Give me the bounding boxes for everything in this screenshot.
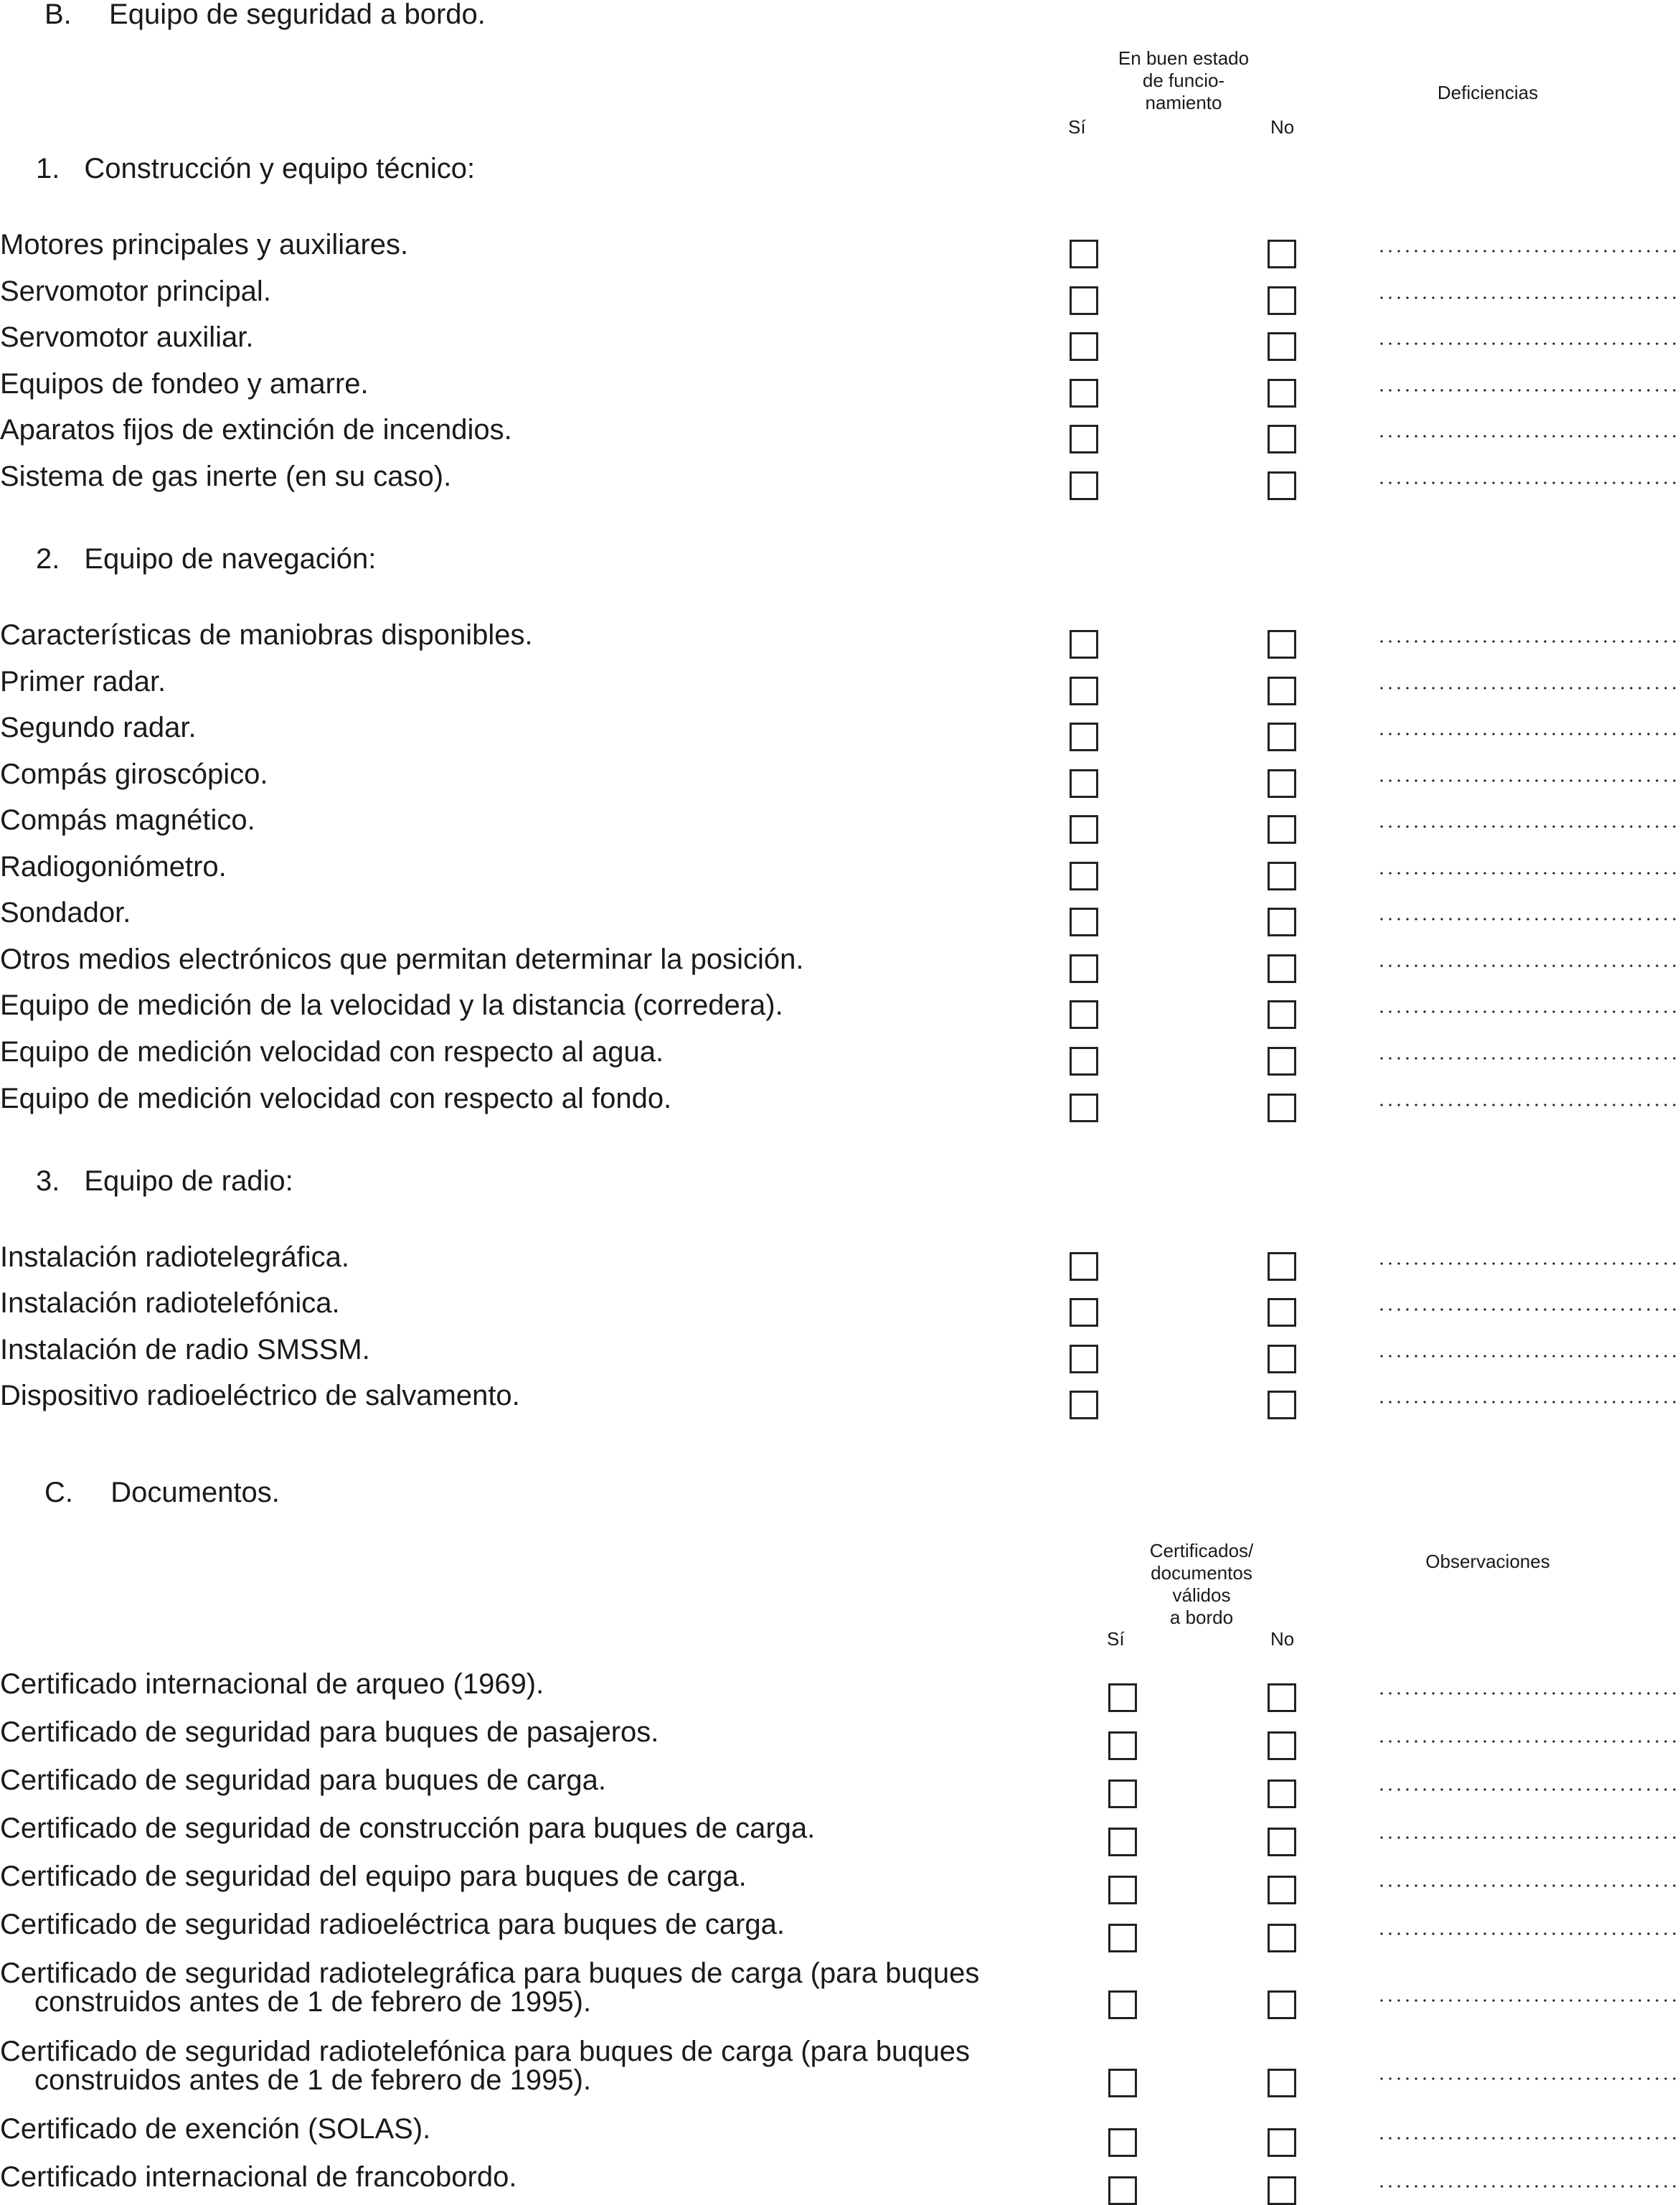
column-header-working-state	[1076, 47, 1291, 114]
section-c-title: Documentos.	[110, 1477, 280, 1508]
yes-checkbox[interactable]	[1070, 379, 1098, 408]
deficiency-fill-line[interactable]	[1377, 964, 1679, 967]
yes-checkbox[interactable]	[1070, 1298, 1098, 1327]
item-label: Instalación de radio SMSSM.	[0, 1334, 370, 1365]
group-title: Construcción y equipo técnico:	[84, 153, 476, 184]
no-checkbox[interactable]	[1268, 1094, 1296, 1122]
certificate-label: Certificado de seguridad radioeléctrica para buques de carga.	[0, 1909, 785, 1940]
item-label: Segundo radar.	[0, 712, 197, 743]
column-header-valid-certificates	[1094, 1540, 1309, 1629]
item-label: Servomotor principal.	[0, 276, 271, 307]
yes-checkbox[interactable]	[1108, 1779, 1137, 1808]
yes-checkbox[interactable]	[1108, 1683, 1137, 1712]
deficiency-fill-line[interactable]	[1377, 435, 1679, 438]
no-checkbox[interactable]	[1268, 2069, 1296, 2097]
yes-checkbox[interactable]	[1070, 769, 1098, 798]
group-number: 3.	[36, 1165, 60, 1197]
yes-checkbox[interactable]	[1108, 1731, 1137, 1760]
section-b-heading	[44, 0, 486, 29]
yes-checkbox[interactable]	[1070, 862, 1098, 890]
certificate-label: Certificado internacional de francobordo.	[0, 2161, 517, 2193]
yes-checkbox[interactable]	[1070, 1252, 1098, 1281]
column-header-line: a bordo	[1169, 1607, 1234, 1628]
deficiency-fill-line[interactable]	[1377, 1262, 1679, 1265]
no-checkbox[interactable]	[1268, 862, 1296, 890]
item-label: Compás magnético.	[0, 804, 255, 836]
no-checkbox[interactable]	[1268, 471, 1296, 500]
observation-fill-line[interactable]	[1377, 2137, 1679, 2140]
certificate-label: Certificado de exención (SOLAS).	[0, 2113, 431, 2145]
yes-checkbox[interactable]	[1108, 1828, 1137, 1856]
yes-checkbox[interactable]	[1070, 908, 1098, 936]
yes-checkbox[interactable]	[1108, 1990, 1137, 2019]
item-label: Instalación radiotelegráfica.	[0, 1241, 349, 1273]
deficiency-fill-line[interactable]	[1377, 342, 1679, 345]
no-checkbox[interactable]	[1268, 769, 1296, 798]
yes-checkbox[interactable]	[1070, 1094, 1098, 1122]
deficiency-fill-line[interactable]	[1377, 481, 1679, 484]
deficiency-fill-line[interactable]	[1377, 389, 1679, 392]
deficiency-fill-line[interactable]	[1377, 1355, 1679, 1358]
yes-checkbox[interactable]	[1108, 2176, 1137, 2205]
deficiency-fill-line[interactable]	[1377, 1104, 1679, 1106]
no-checkbox[interactable]	[1268, 286, 1296, 315]
observation-fill-line[interactable]	[1377, 2077, 1679, 2080]
certificate-label: Certificado internacional de arqueo (1969).	[0, 1668, 544, 1700]
yes-checkbox[interactable]	[1070, 1345, 1098, 1373]
item-label: Equipo de medición velocidad con respecto al fondo.	[0, 1083, 672, 1114]
yes-checkbox[interactable]	[1070, 630, 1098, 659]
observation-fill-line[interactable]	[1377, 1932, 1679, 1935]
item-label: Equipos de fondeo y amarre.	[0, 368, 369, 400]
deficiency-fill-line[interactable]	[1377, 250, 1679, 253]
deficiency-fill-line[interactable]	[1377, 296, 1679, 299]
column-header-line: válidos	[1172, 1584, 1231, 1606]
column-header-line: Certificados/	[1149, 1540, 1254, 1561]
certificate-label-line: construidos antes de 1 de febrero de 1995).	[34, 2064, 592, 2096]
no-checkbox[interactable]	[1268, 2176, 1296, 2205]
deficiency-fill-line[interactable]	[1377, 918, 1679, 921]
certificate-label: Certificado de seguridad para buques de pasajeros.	[0, 1716, 659, 1748]
deficiency-fill-line[interactable]	[1377, 1308, 1679, 1311]
no-checkbox[interactable]	[1268, 630, 1296, 659]
yes-checkbox[interactable]	[1070, 1000, 1098, 1029]
observation-fill-line[interactable]	[1377, 1788, 1679, 1791]
yes-checkbox[interactable]	[1070, 286, 1098, 315]
no-checkbox[interactable]	[1268, 908, 1296, 936]
no-checkbox[interactable]	[1268, 240, 1296, 268]
certificate-label	[0, 2037, 970, 2094]
column-header-yes: Sí	[1068, 116, 1086, 138]
observation-fill-line[interactable]	[1377, 2185, 1679, 2188]
group-number: 1.	[36, 153, 60, 184]
item-label: Motores principales y auxiliares.	[0, 229, 409, 260]
yes-checkbox[interactable]	[1070, 471, 1098, 500]
deficiency-fill-line[interactable]	[1377, 1401, 1679, 1404]
yes-checkbox[interactable]	[1108, 1876, 1137, 1904]
no-checkbox[interactable]	[1268, 1000, 1296, 1029]
yes-checkbox[interactable]	[1108, 1924, 1137, 1952]
item-label: Otros medios electrónicos que permitan determinar la posición.	[0, 944, 804, 975]
yes-checkbox[interactable]	[1070, 954, 1098, 983]
no-checkbox[interactable]	[1268, 2128, 1296, 2157]
section-b-title: Equipo de seguridad a bordo.	[109, 0, 486, 30]
certificate-label	[0, 1959, 979, 2016]
item-label: Compás giroscópico.	[0, 758, 268, 790]
deficiency-fill-line[interactable]	[1377, 1057, 1679, 1060]
yes-checkbox[interactable]	[1070, 815, 1098, 844]
observation-fill-line[interactable]	[1377, 1884, 1679, 1887]
column-header-line: documentos	[1151, 1562, 1252, 1584]
item-label: Equipo de medición velocidad con respecto al agua.	[0, 1036, 664, 1068]
deficiency-fill-line[interactable]	[1377, 825, 1679, 828]
yes-checkbox[interactable]	[1070, 332, 1098, 361]
yes-checkbox[interactable]	[1070, 723, 1098, 751]
column-header-line: namiento	[1145, 92, 1222, 113]
group-heading	[36, 154, 475, 183]
column-header-line: de funcio-	[1142, 70, 1225, 91]
no-checkbox[interactable]	[1268, 954, 1296, 983]
section-b-letter: B.	[44, 0, 72, 30]
certificate-label-line: Certificado de seguridad radiotelefónica para buques de carga (para buques	[0, 2036, 971, 2067]
certificate-label-line: construidos antes de 1 de febrero de 1995).	[34, 1986, 592, 2018]
item-label: Equipo de medición de la velocidad y la distancia (corredera).	[0, 989, 783, 1021]
no-checkbox[interactable]	[1268, 723, 1296, 751]
group-number: 2.	[36, 543, 60, 575]
no-checkbox[interactable]	[1268, 379, 1296, 408]
item-label: Características de maniobras disponibles.	[0, 619, 533, 651]
deficiency-fill-line[interactable]	[1377, 1010, 1679, 1013]
no-checkbox[interactable]	[1268, 677, 1296, 705]
yes-checkbox[interactable]	[1070, 240, 1098, 268]
yes-checkbox[interactable]	[1108, 2128, 1137, 2157]
no-checkbox[interactable]	[1268, 1828, 1296, 1856]
item-label: Radiogoniómetro.	[0, 851, 227, 883]
observation-fill-line[interactable]	[1377, 1740, 1679, 1743]
yes-checkbox[interactable]	[1108, 2069, 1137, 2097]
no-checkbox[interactable]	[1268, 1683, 1296, 1712]
no-checkbox[interactable]	[1268, 1298, 1296, 1327]
no-checkbox[interactable]	[1268, 1990, 1296, 2019]
no-checkbox[interactable]	[1268, 815, 1296, 844]
column-header-no: No	[1270, 1628, 1295, 1650]
section-c-heading	[44, 1478, 280, 1507]
no-checkbox[interactable]	[1268, 1731, 1296, 1760]
group-heading	[36, 1167, 293, 1195]
certificate-label: Certificado de seguridad de construcción para buques de carga.	[0, 1813, 816, 1844]
deficiency-fill-line[interactable]	[1377, 779, 1679, 782]
no-checkbox[interactable]	[1268, 1779, 1296, 1808]
no-checkbox[interactable]	[1268, 425, 1296, 453]
certificate-label: Certificado de seguridad para buques de carga.	[0, 1764, 606, 1796]
column-header-deficiencies: Deficiencias	[1437, 82, 1539, 103]
no-checkbox[interactable]	[1268, 332, 1296, 361]
certificate-label-line: Certificado de seguridad radiotelegráfica para buques de carga (para buques	[0, 1957, 980, 1989]
deficiency-fill-line[interactable]	[1377, 687, 1679, 690]
no-checkbox[interactable]	[1268, 1924, 1296, 1952]
item-label: Primer radar.	[0, 666, 166, 697]
yes-checkbox[interactable]	[1070, 425, 1098, 453]
item-label: Dispositivo radioeléctrico de salvamento.	[0, 1380, 520, 1411]
no-checkbox[interactable]	[1268, 1047, 1296, 1076]
observation-fill-line[interactable]	[1377, 1836, 1679, 1839]
group-title: Equipo de radio:	[84, 1165, 293, 1197]
deficiency-fill-line[interactable]	[1377, 872, 1679, 875]
item-label: Servomotor auxiliar.	[0, 321, 254, 353]
yes-checkbox[interactable]	[1070, 1047, 1098, 1076]
item-label: Sistema de gas inerte (en su caso).	[0, 461, 452, 492]
group-title: Equipo de navegación:	[84, 543, 377, 575]
deficiency-fill-line[interactable]	[1377, 640, 1679, 643]
item-label: Aparatos fijos de extinción de incendios.	[0, 414, 512, 446]
column-header-observations: Observaciones	[1425, 1551, 1550, 1572]
item-label: Instalación radiotelefónica.	[0, 1287, 340, 1319]
deficiency-fill-line[interactable]	[1377, 733, 1679, 735]
observation-fill-line[interactable]	[1377, 1692, 1679, 1695]
column-header-yes: Sí	[1107, 1628, 1125, 1650]
column-header-line: En buen estado	[1118, 47, 1250, 69]
yes-checkbox[interactable]	[1070, 677, 1098, 705]
no-checkbox[interactable]	[1268, 1391, 1296, 1419]
yes-checkbox[interactable]	[1070, 1391, 1098, 1419]
certificate-label: Certificado de seguridad del equipo para buques de carga.	[0, 1861, 747, 1892]
no-checkbox[interactable]	[1268, 1345, 1296, 1373]
observation-fill-line[interactable]	[1377, 1999, 1679, 2002]
no-checkbox[interactable]	[1268, 1876, 1296, 1904]
section-c-letter: C.	[44, 1477, 73, 1508]
column-header-no: No	[1270, 116, 1295, 138]
no-checkbox[interactable]	[1268, 1252, 1296, 1281]
group-heading	[36, 545, 376, 573]
item-label: Sondador.	[0, 897, 131, 928]
